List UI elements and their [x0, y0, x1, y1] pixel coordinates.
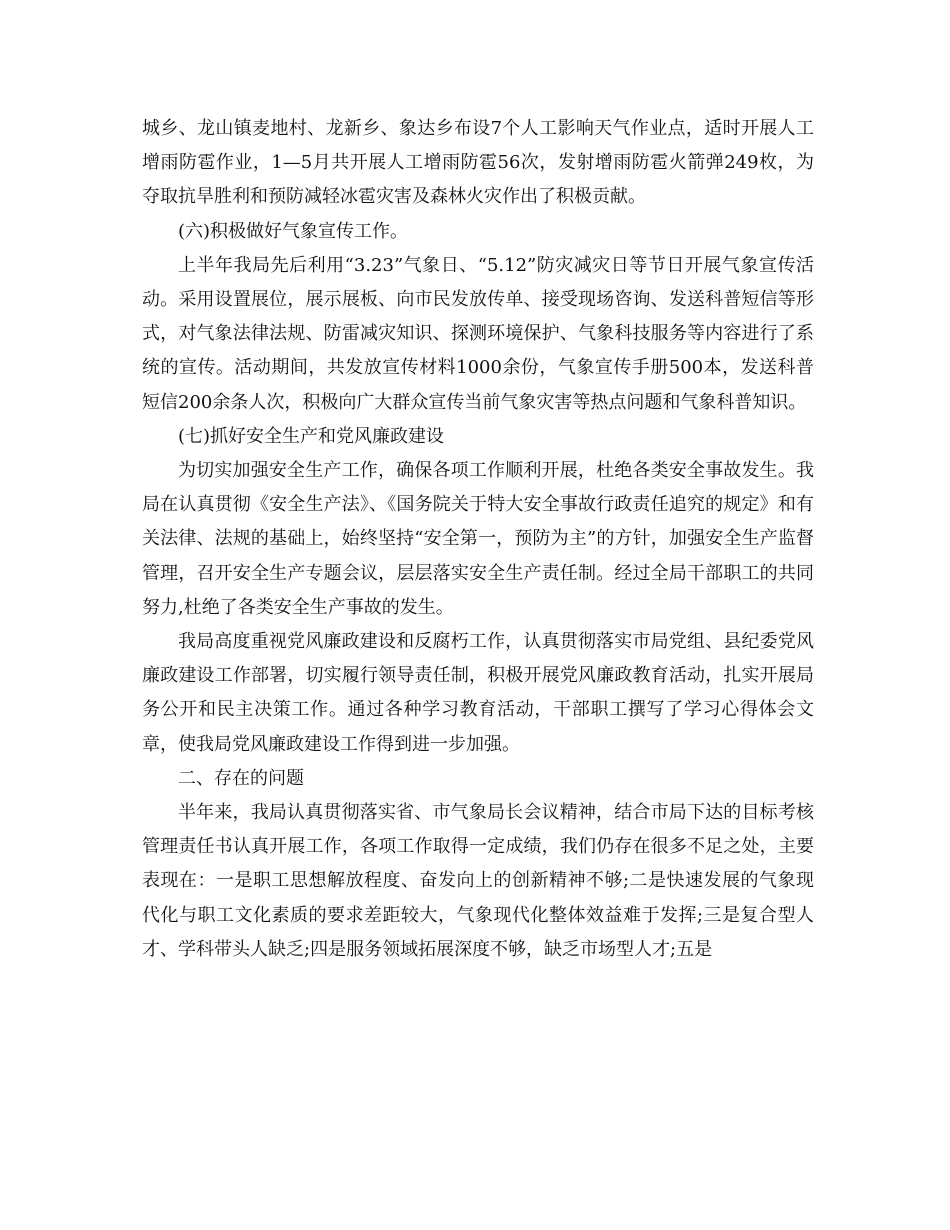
section-heading-safety: (七)抓好安全生产和党风廉政建设: [178, 425, 445, 447]
paragraph-safety: 为切实加强安全生产工作，确保各项工作顺利开展，杜绝各类安全事故发生。我局在认真贯彻《安全生产法》、《国务院关于特大安全事故行政责任追究的规定》和有关法律、法规的基础上，始终坚持“安全第一，预防为主”的方针，加强安全生产监督管理，召开安全生产专题会议，层层落实安全生产责任制。经过全局干部职工的共同努力,杜绝了各类安全生产事故的发生。: [142, 460, 814, 618]
paragraph-publicity: 上半年我局先后利用“3.23”气象日、“5.12”防灾减灾日等节日开展气象宣传活动。采用设置展位，展示展板、向市民发放传单、接受现场咨询、发送科普短信等形式，对气象法律法规、防雷减灾知识、探测环境保护、气象科技服务等内容进行了系统的宣传。活动期间，共发放宣传材料1000余份，气象宣传手册500本，发送科普短信200余条人次，积极向广大群众宣传当前气象灾害等热点问题和气象科普知识。: [142, 254, 814, 413]
document-body: [142, 112, 814, 967]
paragraph-problems: 半年来，我局认真贯彻落实省、市气象局长会议精神，结合市局下达的目标考核管理责任书认真开展工作，各项工作取得一定成绩，我们仍存在很多不足之处，主要表现在：一是职工思想解放程度、奋发向上的创新精神不够;二是快速发展的气象现代化与职工文化素质的要求差距较大，气象现代化整体效益难于发挥;三是复合型人才、学科带头人缺乏;四是服务领域拓展深度不够，缺乏市场型人才;五是: [142, 802, 814, 960]
paragraph-continuation: 城乡、龙山镇麦地村、龙新乡、象达乡布设7个人工影响天气作业点，适时开展人工增雨防雹作业，1—5月共开展人工增雨防雹56次，发射增雨防雹火箭弹249枚，为夺取抗旱胜利和预防减轻冰雹灾害及森林火灾作出了积极贡献。: [142, 118, 814, 208]
section-heading-problems: 二、存在的问题: [178, 767, 304, 789]
section-heading-publicity: (六)积极做好气象宣传工作。: [178, 220, 409, 242]
paragraph-integrity: 我局高度重视党风廉政建设和反腐朽工作，认真贯彻落实市局党组、县纪委党风廉政建设工作部署，切实履行领导责任制，积极开展党风廉政教育活动，扎实开展局务公开和民主决策工作。通过各种学习教育活动，干部职工撰写了学习心得体会文章，使我局党风廉政建设工作得到进一步加强。: [142, 631, 814, 755]
